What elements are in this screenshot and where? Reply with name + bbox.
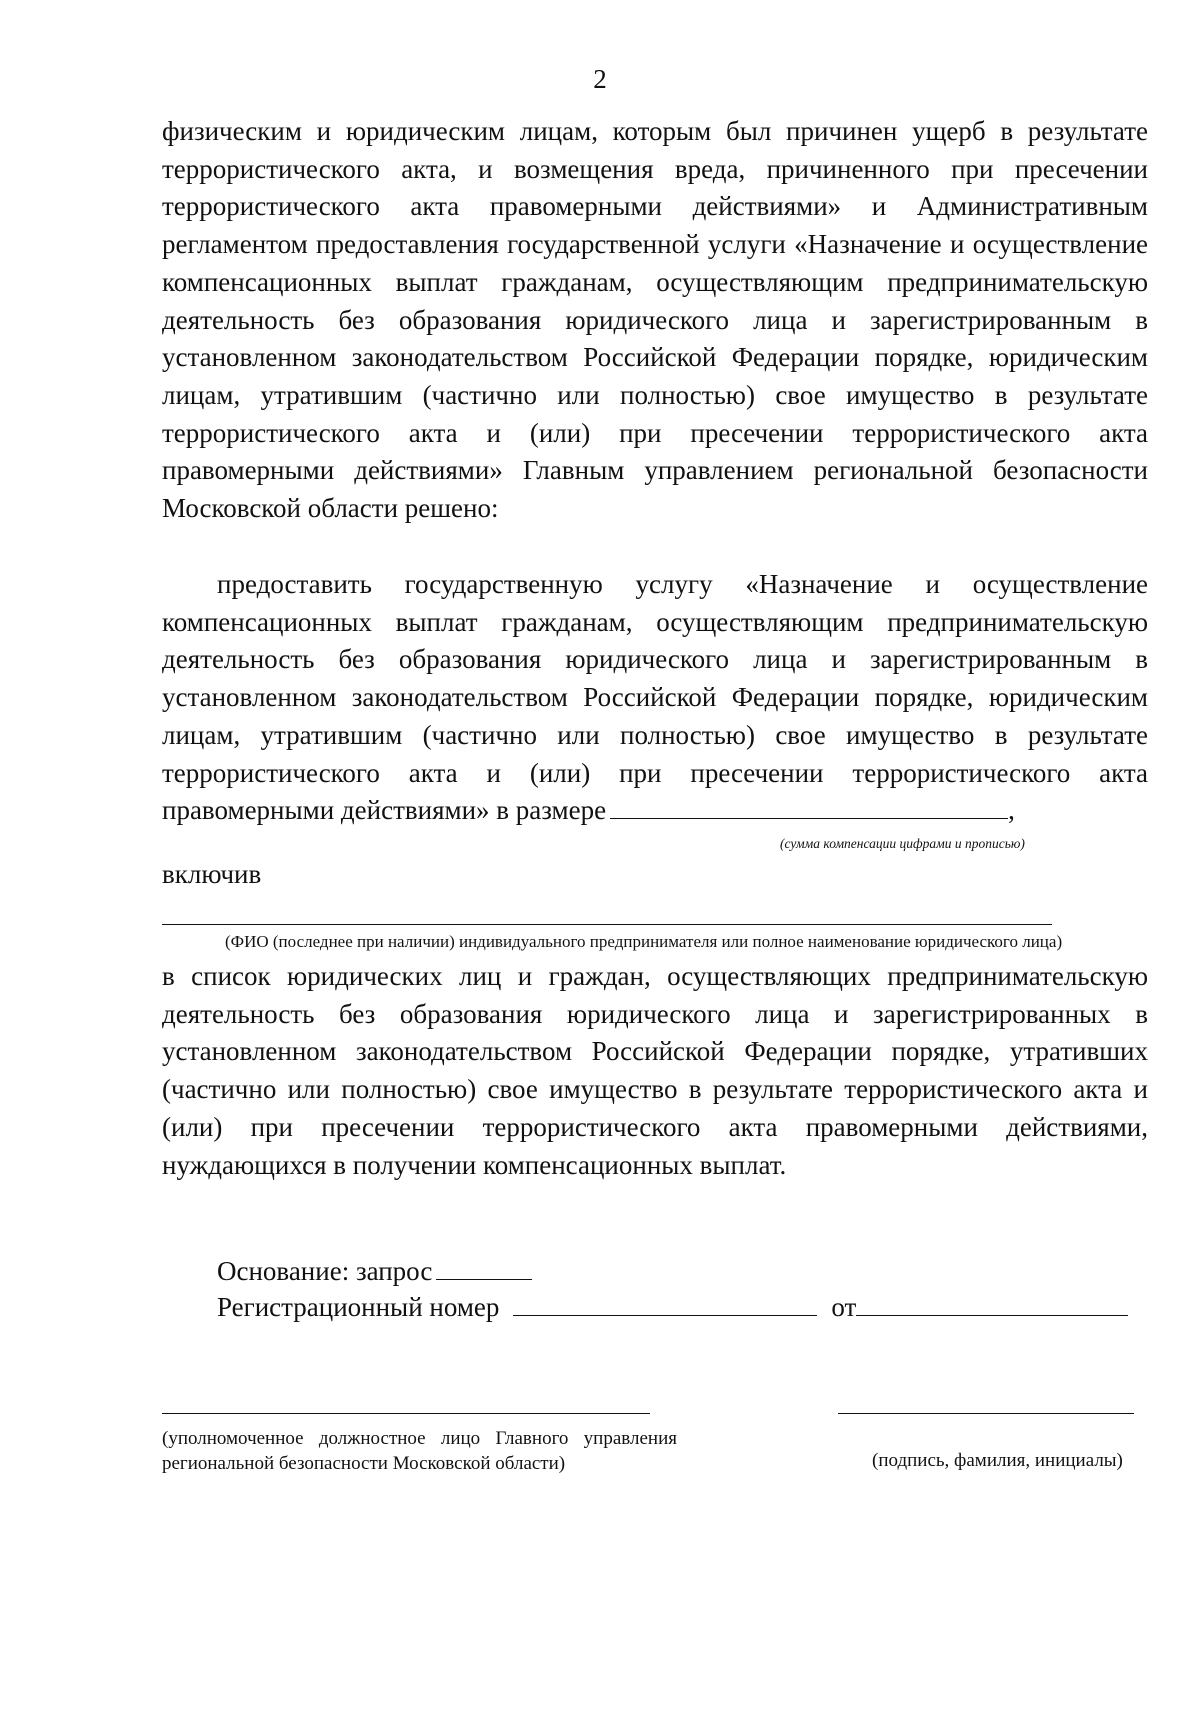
amount-caption: (сумма компенсации цифрами и прописью) (780, 836, 1025, 851)
basis-line (217, 1254, 532, 1289)
official-caption: (уполномоченное должностное лицо Главного управления региональной безопасности Московской области) (162, 1428, 677, 1474)
page-number: 2 (593, 64, 607, 94)
reg-number-blank-line[interactable] (513, 1291, 817, 1316)
from-label: от (831, 1292, 857, 1322)
fio-blank-line[interactable] (162, 924, 1052, 925)
paragraph-decision (162, 566, 1148, 830)
signature-caption: (подпись, фамилия, инициалы) (872, 1450, 1123, 1471)
amount-blank-line[interactable] (610, 817, 1008, 819)
request-blank-line[interactable] (436, 1255, 532, 1280)
fio-caption: (ФИО (последнее при наличии) индивидуального предпринимателя или полное наименование юридического лица) (225, 932, 1063, 951)
decision-text: предоставить государственную услугу «Назначение и осуществление компенсационных выплат гражданам, осуществляющим предпринимательскую деятельность без образования юридического лица и зарегистрированным в установленном законодательством Российской Федерации порядке, юридическим лицам, утратившим (частично или полностью) свое имущество в результате террористического акта и (или) при пресечении террористического акта правомерными действиями» в размере (162, 569, 1148, 826)
official-blank-line[interactable] (162, 1413, 650, 1414)
amount-comma: , (1008, 795, 1015, 826)
basis-label: Основание: запрос (217, 1256, 433, 1286)
date-blank-line[interactable] (856, 1291, 1128, 1316)
include-word: включив (162, 859, 262, 889)
paragraph-list: в список юридических лиц и граждан, осуществляющих предпринимательскую деятельность без образования юридического лица и зарегистрированных в установленном законодательством Российской Федерации порядке, утративших (частично или полностью) свое имущество в результате террористического акта и (или) при пресечении террористического акта правомерными действиями, нуждающихся в получении компенсационных выплат. (162, 961, 1148, 1180)
signature-blank-line[interactable] (838, 1413, 1134, 1414)
reg-number-label: Регистрационный номер (217, 1292, 500, 1322)
paragraph-intro: физическим и юридическим лицам, которым был причинен ущерб в результате террористического акта, и возмещения вреда, причиненного при пресечении террористического акта правомерными действиями» и Административным регламентом предоставления государственной услуги «Назначение и осуществление компенсационных выплат гражданам, осуществляющим предпринимательскую деятельность без образования юридического лица и зарегистрированным в установленном законодательством Российской Федерации порядке, юридическим лицам, утратившим (частично или полностью) свое имущество в результате террористического акта и (или) при пресечении террористического акта правомерными действиями» Главным управлением региональной безопасности Московской области решено: (162, 116, 1148, 524)
registration-line (217, 1290, 1128, 1325)
